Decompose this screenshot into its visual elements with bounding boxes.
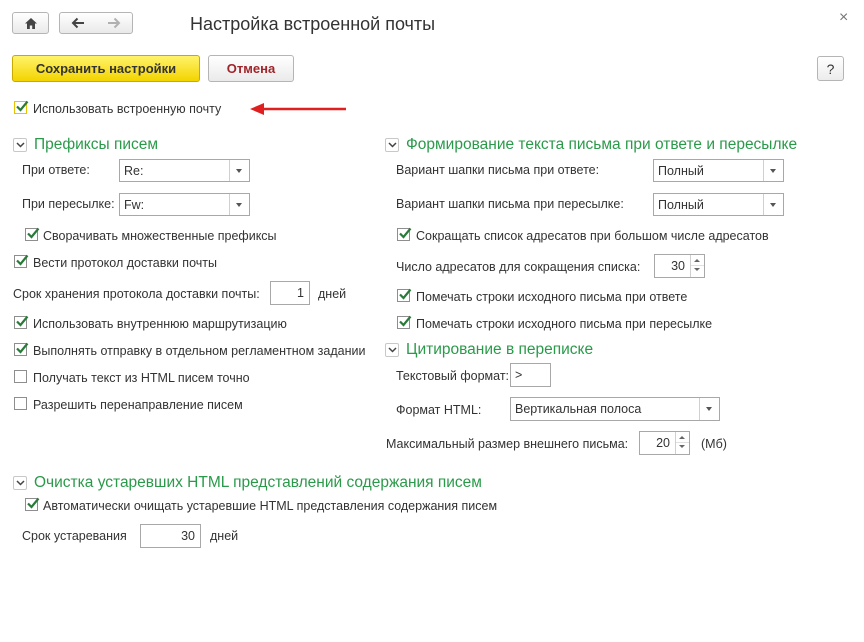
text-format-field[interactable] xyxy=(510,363,551,387)
mark-reply-label: Помечать строки исходного письма при ответе xyxy=(416,290,688,304)
delivery-log-checkbox[interactable] xyxy=(14,255,27,268)
auto-clean-checkbox[interactable] xyxy=(25,498,38,511)
expiry-field[interactable] xyxy=(140,524,201,548)
forward-header-label: Вариант шапки письма при пересылке: xyxy=(396,197,624,211)
chevron-down-icon xyxy=(388,347,397,353)
checkmark-icon xyxy=(398,314,412,328)
expiry-unit: дней xyxy=(210,529,239,543)
forward-prefix-value: Fw: xyxy=(124,197,145,212)
internal-routing-label: Использовать внутреннюю маршрутизацию xyxy=(33,317,287,331)
save-settings-button[interactable]: Сохранить настройки xyxy=(12,55,200,82)
max-size-field[interactable] xyxy=(639,431,690,455)
internal-routing-checkbox[interactable] xyxy=(14,316,27,329)
dropdown-arrow-icon[interactable] xyxy=(229,160,249,181)
html-exact-checkbox[interactable] xyxy=(14,370,27,383)
checkmark-icon xyxy=(26,226,40,240)
separate-job-label: Выполнять отправку в отдельном регламентном задании xyxy=(33,344,366,358)
quoting-collapse-toggle[interactable] xyxy=(385,343,399,357)
cancel-button[interactable]: Отмена xyxy=(208,55,294,82)
separate-job-checkbox[interactable] xyxy=(14,343,27,356)
cleanup-collapse-toggle[interactable] xyxy=(13,476,27,490)
dropdown-arrow-icon[interactable] xyxy=(699,398,719,420)
checkmark-icon xyxy=(15,314,29,328)
log-retention-label: Срок хранения протокола доставки почты: xyxy=(13,287,260,301)
home-icon xyxy=(24,17,38,30)
home-button[interactable] xyxy=(12,12,49,34)
dropdown-arrow-icon[interactable] xyxy=(229,194,249,215)
forward-button[interactable] xyxy=(96,17,132,29)
shorten-count-value: 30 xyxy=(671,259,685,273)
html-format-field[interactable] xyxy=(510,397,720,421)
text-format-value: > xyxy=(515,368,523,382)
shorten-recipients-label: Сокращать список адресатов при большом числе адресатов xyxy=(416,229,769,243)
reply-header-label: Вариант шапки письма при ответе: xyxy=(396,163,600,177)
quoting-section-title: Цитирование в переписке xyxy=(406,341,594,358)
prefixes-collapse-toggle[interactable] xyxy=(13,138,27,152)
checkmark-icon xyxy=(26,496,40,510)
forward-arrow-icon xyxy=(107,17,121,29)
close-icon[interactable]: × xyxy=(839,9,849,26)
chevron-down-icon xyxy=(16,480,25,486)
help-button[interactable]: ? xyxy=(817,56,844,81)
html-format-value: Вертикальная полоса xyxy=(515,402,642,416)
collapse-prefixes-checkbox[interactable] xyxy=(25,228,38,241)
checkmark-icon xyxy=(15,99,29,113)
cleanup-section-title: Очистка устаревших HTML представлений содержания писем xyxy=(34,474,482,491)
chevron-down-icon xyxy=(388,142,397,148)
checkmark-icon xyxy=(398,287,412,301)
log-retention-value: 1 xyxy=(297,286,304,300)
redirect-label: Разрешить перенаправление писем xyxy=(33,398,243,412)
page-title: Настройка встроенной почты xyxy=(190,14,436,34)
spin-arrows-icon[interactable] xyxy=(675,432,689,454)
html-exact-label: Получать текст из HTML писем точно xyxy=(33,371,250,385)
back-arrow-icon xyxy=(71,17,85,29)
reply-prefix-field[interactable] xyxy=(119,159,250,182)
shorten-recipients-checkbox[interactable] xyxy=(397,228,410,241)
forward-prefix-label: При пересылке: xyxy=(22,197,115,211)
delivery-log-label: Вести протокол доставки почты xyxy=(33,256,217,270)
reply-header-value: Полный xyxy=(658,163,704,178)
use-builtin-mail-checkbox[interactable] xyxy=(14,101,27,114)
mark-forward-label: Помечать строки исходного письма при пересылке xyxy=(416,317,713,331)
text-forming-section-title: Формирование текста письма при ответе и пересылке xyxy=(406,136,798,153)
max-size-label: Максимальный размер внешнего письма: xyxy=(386,437,629,451)
annotation-arrow-icon xyxy=(248,102,348,116)
checkmark-icon xyxy=(15,253,29,267)
redirect-checkbox[interactable] xyxy=(14,397,27,410)
collapse-prefixes-label: Сворачивать множественные префиксы xyxy=(43,229,277,243)
dropdown-arrow-icon[interactable] xyxy=(763,160,783,181)
log-retention-unit: дней xyxy=(318,287,347,301)
shorten-count-label: Число адресатов для сокращения списка: xyxy=(396,260,641,274)
max-size-unit: (Мб) xyxy=(701,437,727,451)
forward-header-value: Полный xyxy=(658,197,704,212)
chevron-down-icon xyxy=(16,142,25,148)
log-retention-field[interactable] xyxy=(270,281,310,305)
shorten-count-field[interactable] xyxy=(654,254,705,278)
forward-header-field[interactable] xyxy=(653,193,784,216)
expiry-label: Срок устаревания xyxy=(22,529,127,543)
reply-prefix-value: Re: xyxy=(124,163,144,178)
mark-forward-checkbox[interactable] xyxy=(397,316,410,329)
mark-reply-checkbox[interactable] xyxy=(397,289,410,302)
dropdown-arrow-icon[interactable] xyxy=(763,194,783,215)
prefixes-section-title: Префиксы писем xyxy=(34,136,159,153)
forward-prefix-field[interactable] xyxy=(119,193,250,216)
reply-prefix-label: При ответе: xyxy=(22,163,90,177)
expiry-value: 30 xyxy=(181,529,195,543)
reply-header-field[interactable] xyxy=(653,159,784,182)
html-format-label: Формат HTML: xyxy=(396,403,482,417)
back-button[interactable] xyxy=(60,17,96,29)
nav-buttons xyxy=(59,12,133,34)
text-forming-collapse-toggle[interactable] xyxy=(385,138,399,152)
checkmark-icon xyxy=(15,341,29,355)
checkmark-icon xyxy=(398,226,412,240)
use-builtin-mail-label: Использовать встроенную почту xyxy=(33,102,222,116)
spin-arrows-icon[interactable] xyxy=(690,255,704,277)
max-size-value: 20 xyxy=(656,436,670,450)
auto-clean-label: Автоматически очищать устаревшие HTML представления содержания писем xyxy=(43,499,498,513)
text-format-label: Текстовый формат: xyxy=(396,369,510,383)
